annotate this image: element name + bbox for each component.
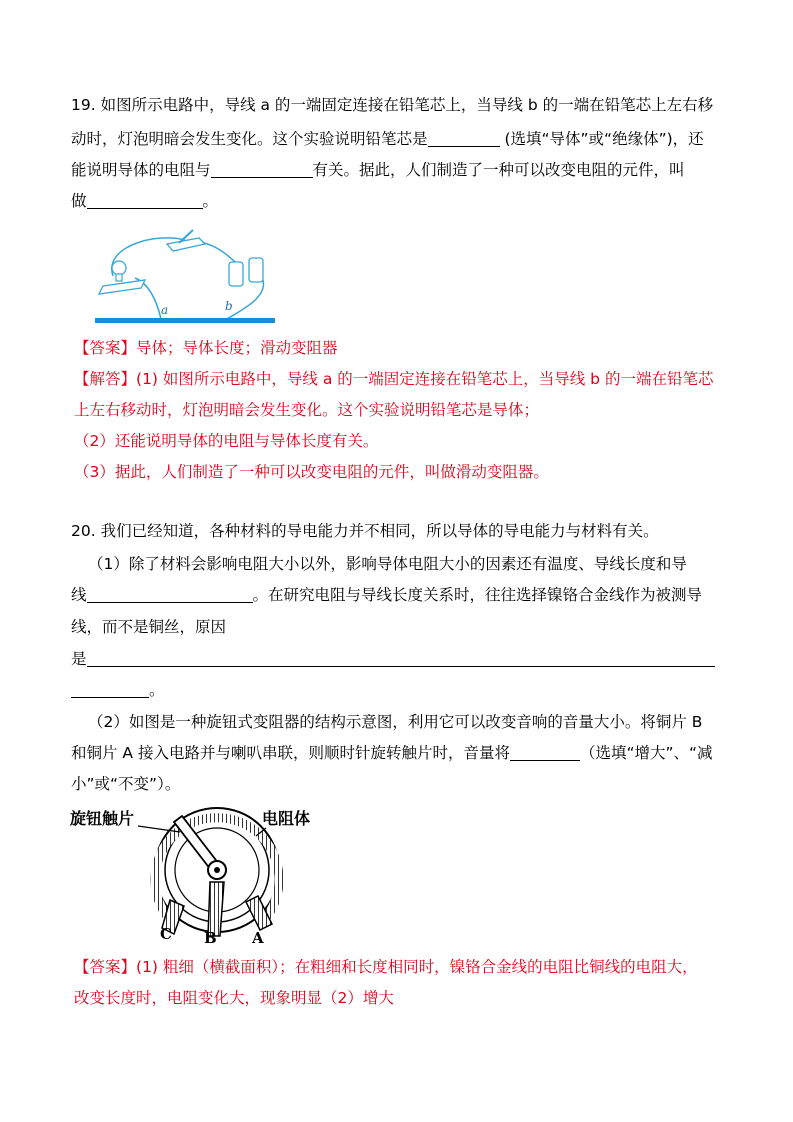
battery-icon bbox=[249, 258, 263, 282]
label-knob: 旋钮触片 bbox=[70, 809, 135, 828]
q19-explain-3: （2）还能说明导体的电阻与导体长度有关。 bbox=[74, 432, 379, 450]
bulb-icon bbox=[112, 261, 126, 275]
q19-line-1: 19. 如图所示电路中，导线 a 的一端固定连接在铅笔芯上，当导线 b 的一端在铅笔芯上左右移 bbox=[71, 96, 714, 114]
q20-blank-3[interactable] bbox=[71, 681, 149, 698]
label-b: b bbox=[225, 299, 233, 313]
q20-line-1: 20. 我们已经知道，各种材料的导电能力并不相同，所以导体的导电能力与材料有关。 bbox=[71, 522, 659, 540]
q20-blank-2[interactable] bbox=[87, 650, 715, 667]
q20-line-8: 和铜片 A 接入电路并与喇叭串联，则顺时针旋转触片时，音量将 （选填“增大”、“减 bbox=[71, 744, 713, 762]
label-c: C bbox=[160, 925, 172, 943]
q19-line-2: 动时，灯泡明暗会发生变化。这个实验说明铅笔芯是 (选填“导体”或“绝缘体”)，还 bbox=[71, 130, 704, 148]
label-resistor: 电阻体 bbox=[262, 809, 311, 828]
q20-line-3: 线 。在研究电阻与导线长度关系时，往往选择镍铬合金线作为被测导 bbox=[71, 586, 703, 604]
q19-line-4: 做 。 bbox=[71, 192, 219, 210]
q20-line-6: 。 bbox=[71, 680, 165, 700]
q20-answer-2: 改变长度时，电阻变化大，现象明显（2）增大 bbox=[74, 989, 394, 1007]
q19-blank-2[interactable] bbox=[211, 161, 313, 178]
label-b: B bbox=[204, 929, 217, 947]
q20-rheostat-figure bbox=[70, 802, 340, 948]
q19-explain-2: 上左右移动时，灯泡明暗会发生变化。这个实验说明铅笔芯是导体； bbox=[74, 401, 540, 419]
q19-blank-3[interactable] bbox=[87, 192, 203, 209]
q19-answer: 【答案】导体；导体长度；滑动变阻器 bbox=[74, 339, 338, 357]
q20-line-2: （1）除了材料会影响电阻大小以外，影响导体电阻大小的因素还有温度、导线长度和导 bbox=[88, 555, 687, 573]
q20-blank-4[interactable] bbox=[510, 744, 580, 761]
q20-line-7: （2）如图是一种旋钮式变阻器的结构示意图，利用它可以改变音响的音量大小。将铜片 B bbox=[88, 713, 703, 731]
lamp-base bbox=[99, 280, 145, 294]
q20-blank-1[interactable] bbox=[87, 586, 253, 603]
q19-line-3: 能说明导体的电阻与 有关。据此，人们制造了一种可以改变电阻的元件，叫 bbox=[71, 161, 685, 179]
q19-explain-1: 【解答】(1) 如图所示电路中，导线 a 的一端固定连接在铅笔芯上，当导线 b 的一端在铅笔芯 bbox=[74, 370, 714, 388]
q19-explain-4: （3）据此，人们制造了一种可以改变电阻的元件，叫做滑动变阻器。 bbox=[74, 463, 549, 481]
q20-line-9: 小”或“不变”）。 bbox=[71, 775, 181, 793]
q19-circuit-figure bbox=[95, 222, 275, 326]
switch-icon bbox=[167, 238, 205, 251]
pencil-lead bbox=[95, 318, 275, 323]
label-a: a bbox=[161, 303, 169, 317]
q19-blank-1[interactable] bbox=[428, 130, 500, 147]
q20-answer-1: 【答案】(1) 粗细（横截面积）；在粗细和长度相同时，镍铬合金线的电阻比铜线的电阻大， bbox=[74, 958, 698, 976]
label-a: A bbox=[252, 929, 264, 947]
battery-icon bbox=[229, 262, 243, 286]
q20-line-5: 是 bbox=[71, 649, 715, 669]
terminal-b bbox=[208, 882, 224, 936]
q20-line-4: 线，而不是铜丝，原因 bbox=[71, 618, 227, 636]
